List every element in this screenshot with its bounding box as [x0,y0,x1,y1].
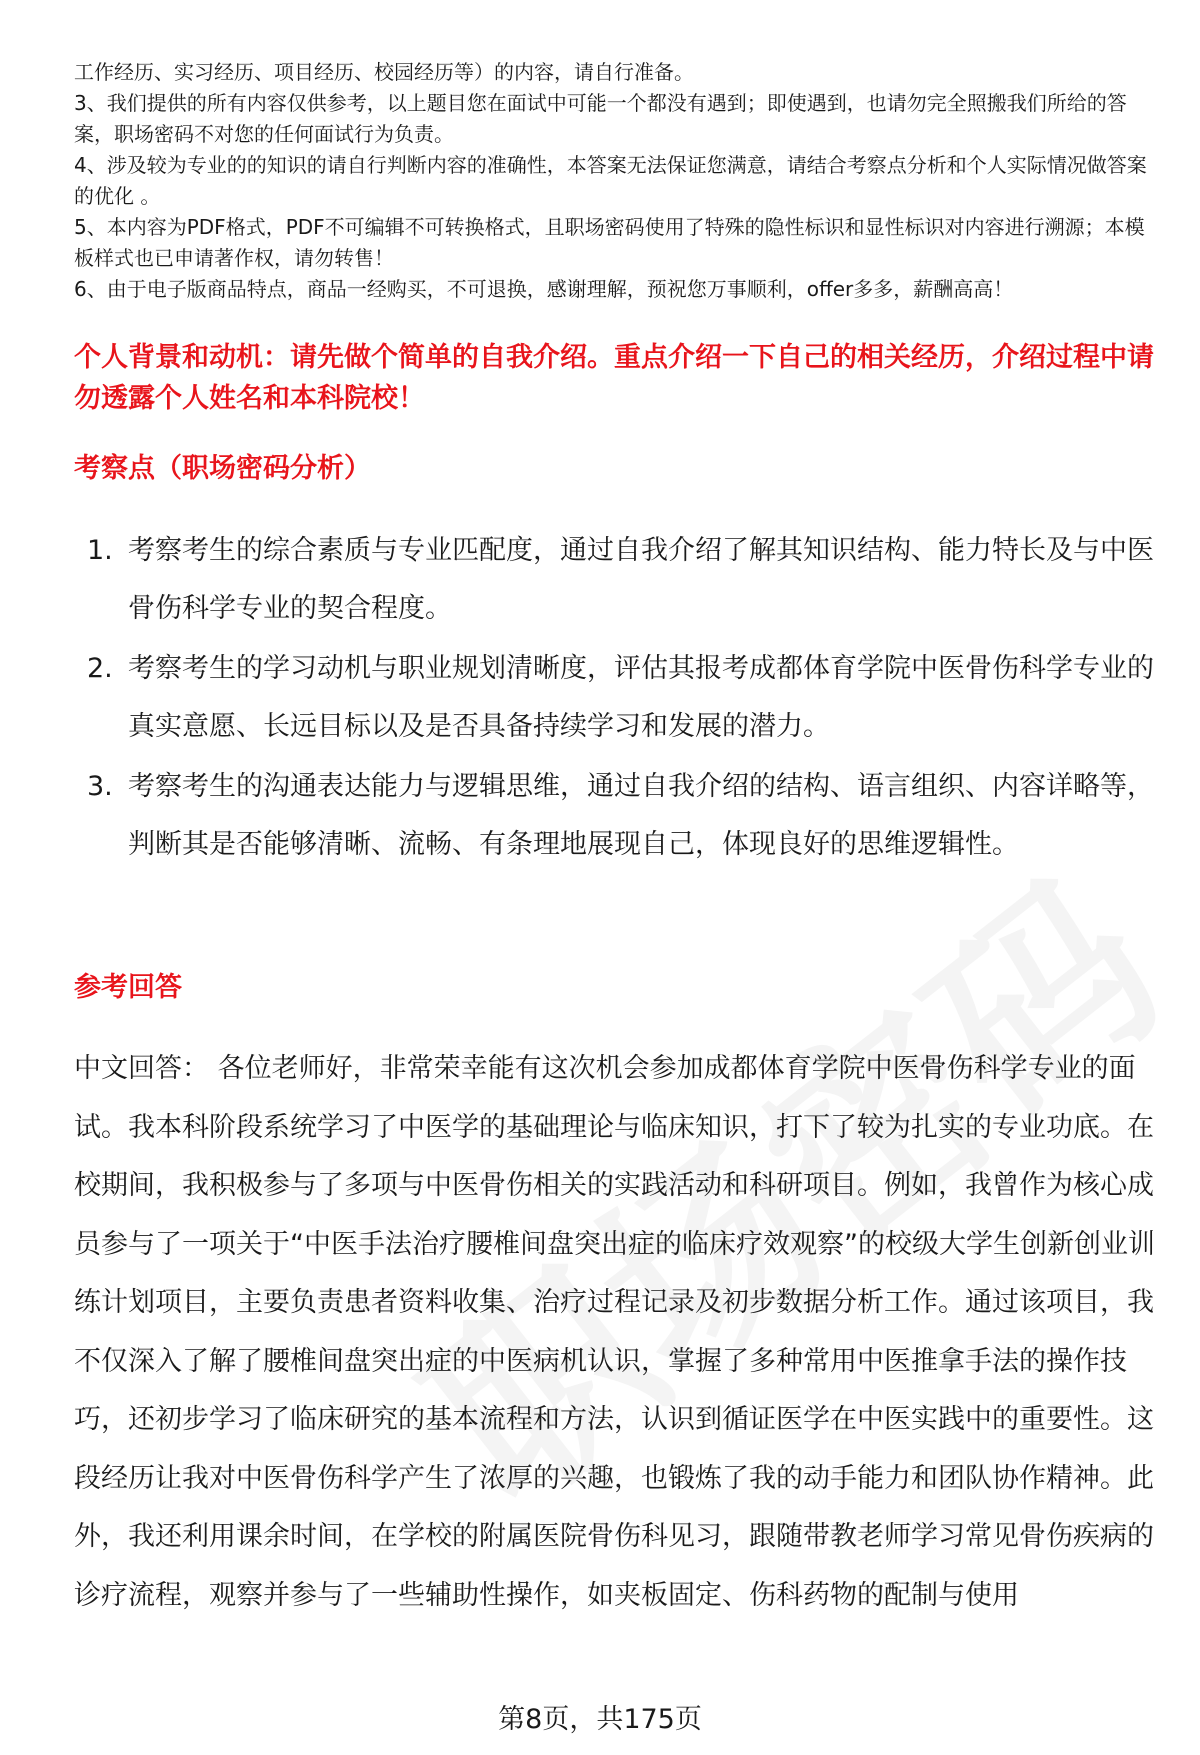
list-item [74,522,1154,638]
note-line: 4、涉及较为专业的的知识的请自行判断内容的准确性，本答案无法保证您满意，请结合考察点分析和个人实际情况做答案的优化 。 [74,153,1147,208]
question-heading: 个人背景和动机：请先做个简单的自我介绍。重点介绍一下自己的相关经历，介绍过程中请勿透露个人姓名和本科院校！ [74,342,1154,414]
note-line: 工作经历、实习经历、项目经历、校园经历等）的内容，请自行准备。 [74,60,694,84]
note-line: 6、由于电子版商品特点，商品一经购买，不可退换，感谢理解，预祝您万事顺利，offer多多，薪酬高高！ [74,277,1014,301]
note-line: 3、我们提供的所有内容仅供参考，以上题目您在面试中可能一个都没有遇到；即使遇到，也请勿完全照搬我们所给的答案，职场密码不对您的任何面试行为负责。 [74,91,1127,146]
list-item-text: 考察考生的沟通表达能力与逻辑思维，通过自我介绍的结构、语言组织、内容详略等，判断其是否能够清晰、流畅、有条理地展现自己，体现良好的思维逻辑性。 [128,771,1154,860]
notes-section [74,57,1159,305]
points-list [74,522,1154,876]
list-item-number: 3. [87,771,113,802]
note-line: 5、本内容为PDF格式，PDF不可编辑不可转换格式，且职场密码使用了特殊的隐性标识和显性标识对内容进行溯源；本模板样式也已申请著作权，请勿转售！ [74,215,1145,270]
list-item [74,758,1154,874]
list-item-number: 1. [87,535,113,566]
list-item [74,640,1154,756]
list-item-text: 考察考生的学习动机与职业规划清晰度，评估其报考成都体育学院中医骨伤科学专业的真实意愿、长远目标以及是否具备持续学习和发展的潜力。 [128,653,1154,742]
list-item-text: 考察考生的综合素质与专业匹配度，通过自我介绍了解其知识结构、能力特长及与中医骨伤科学专业的契合程度。 [128,535,1154,624]
page-number: 第8页，共175页 [498,1704,702,1735]
answer-heading: 参考回答 [74,972,182,1003]
answer-paragraph: 中文回答： 各位老师好，非常荣幸能有这次机会参加成都体育学院中医骨伤科学专业的面试。我本科阶段系统学习了中医学的基础理论与临床知识，打下了较为扎实的专业功底。在校期间，我积极参与了多项与中医骨伤相关的实践活动和科研项目。例如，我曾作为核心成员参与了一项关于“中医手法治疗腰椎间盘突出症的临床疗效观察”的校级大学生创新创业训练计划项目，主要负责患者资料收集、治疗过程记录及初步数据分析工作。通过该项目，我不仅深入了解了腰椎间盘突出症的中医病机认识，掌握了多种常用中医推拿手法的操作技巧，还初步学习了临床研究的基本流程和方法，认识到循证医学在中医实践中的重要性。这段经历让我对中医骨伤科学产生了浓厚的兴趣，也锻炼了我的动手能力和团队协作精神。此外，我还利用课余时间，在学校的附属医院骨伤科见习，跟随带教老师学习常见骨伤疾病的诊疗流程，观察并参与了一些辅助性操作，如夹板固定、伤科药物的配制与使用 [74,1053,1155,1611]
list-item-number: 2. [87,653,113,684]
points-heading: 考察点（职场密码分析） [74,453,371,484]
